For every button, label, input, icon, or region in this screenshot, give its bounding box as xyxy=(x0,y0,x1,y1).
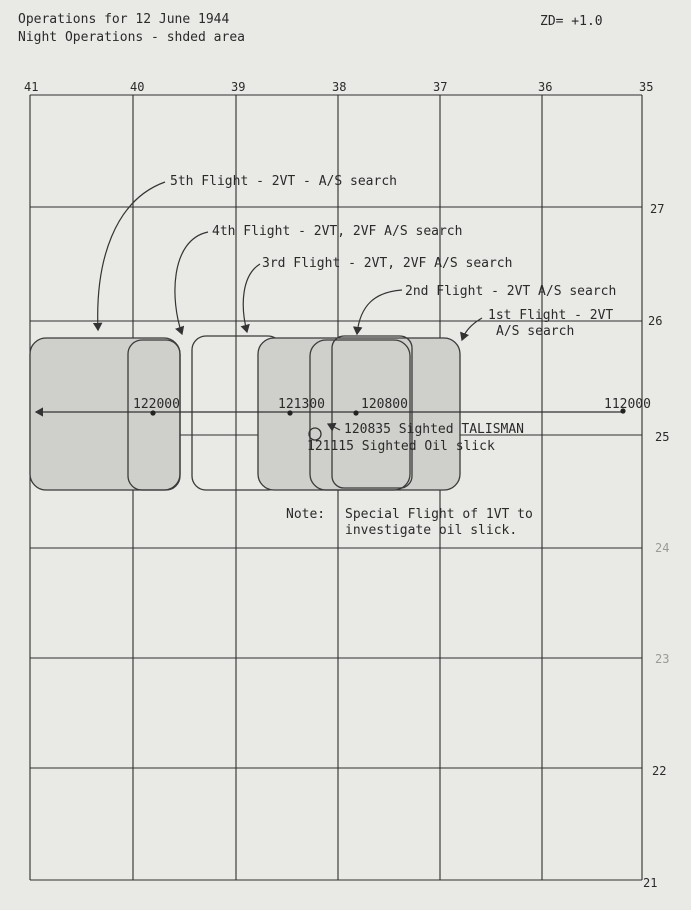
search-areas xyxy=(30,336,460,490)
label-3rd-flight: 3rd Flight - 2VT, 2VF A/S search xyxy=(262,256,513,271)
longitude-label: 37 xyxy=(433,80,448,94)
chart-title: Operations for 12 June 1944 xyxy=(18,12,230,27)
label-4th-flight: 4th Flight - 2VT, 2VF A/S search xyxy=(212,224,463,239)
latitude-label: 25 xyxy=(655,430,670,444)
latitude-label: 26 xyxy=(648,314,663,328)
note-label: Note: xyxy=(286,507,326,522)
sighting-talisman: 120835 Sighted TALISMAN xyxy=(344,422,525,437)
search-area-5th-flight xyxy=(30,338,180,490)
arrow-5th-flight xyxy=(98,182,165,330)
track-label-112000: 112000 xyxy=(604,397,651,412)
arrow-2nd-flight xyxy=(357,290,402,334)
note-line-2: investigate oil slick. xyxy=(345,523,518,538)
arrow-4th-flight xyxy=(175,232,208,334)
track-label-120800: 120800 xyxy=(361,397,408,412)
sighting-oil-slick: 121115 Sighted Oil slick xyxy=(307,439,495,454)
chart-subtitle: Night Operations - shded area xyxy=(18,30,245,45)
latitude-label: 27 xyxy=(650,202,665,216)
note-line-1: Special Flight of 1VT to xyxy=(345,507,533,522)
label-1st-flight-task: A/S search xyxy=(496,324,575,339)
track-label-122000: 122000 xyxy=(133,397,180,412)
longitude-label: 38 xyxy=(332,80,347,94)
zone-description: ZD= +1.0 xyxy=(540,14,603,29)
track-label-121300: 121300 xyxy=(278,397,325,412)
longitude-label: 35 xyxy=(639,80,654,94)
label-2nd-flight: 2nd Flight - 2VT A/S search xyxy=(405,284,617,299)
label-5th-flight: 5th Flight - 2VT - A/S search xyxy=(170,174,397,189)
label-1st-flight: 1st Flight - 2VT xyxy=(488,308,614,323)
latitude-label: 23 xyxy=(655,652,670,666)
longitude-label: 41 xyxy=(24,80,39,94)
latitude-label: 21 xyxy=(643,876,658,890)
arrow-3rd-flight xyxy=(243,264,260,332)
longitude-label: 36 xyxy=(538,80,553,94)
latitude-label: 24 xyxy=(655,541,670,555)
longitude-label: 39 xyxy=(231,80,246,94)
longitude-label: 40 xyxy=(130,80,145,94)
latitude-label: 22 xyxy=(652,764,667,778)
track-point-120800 xyxy=(353,410,358,415)
